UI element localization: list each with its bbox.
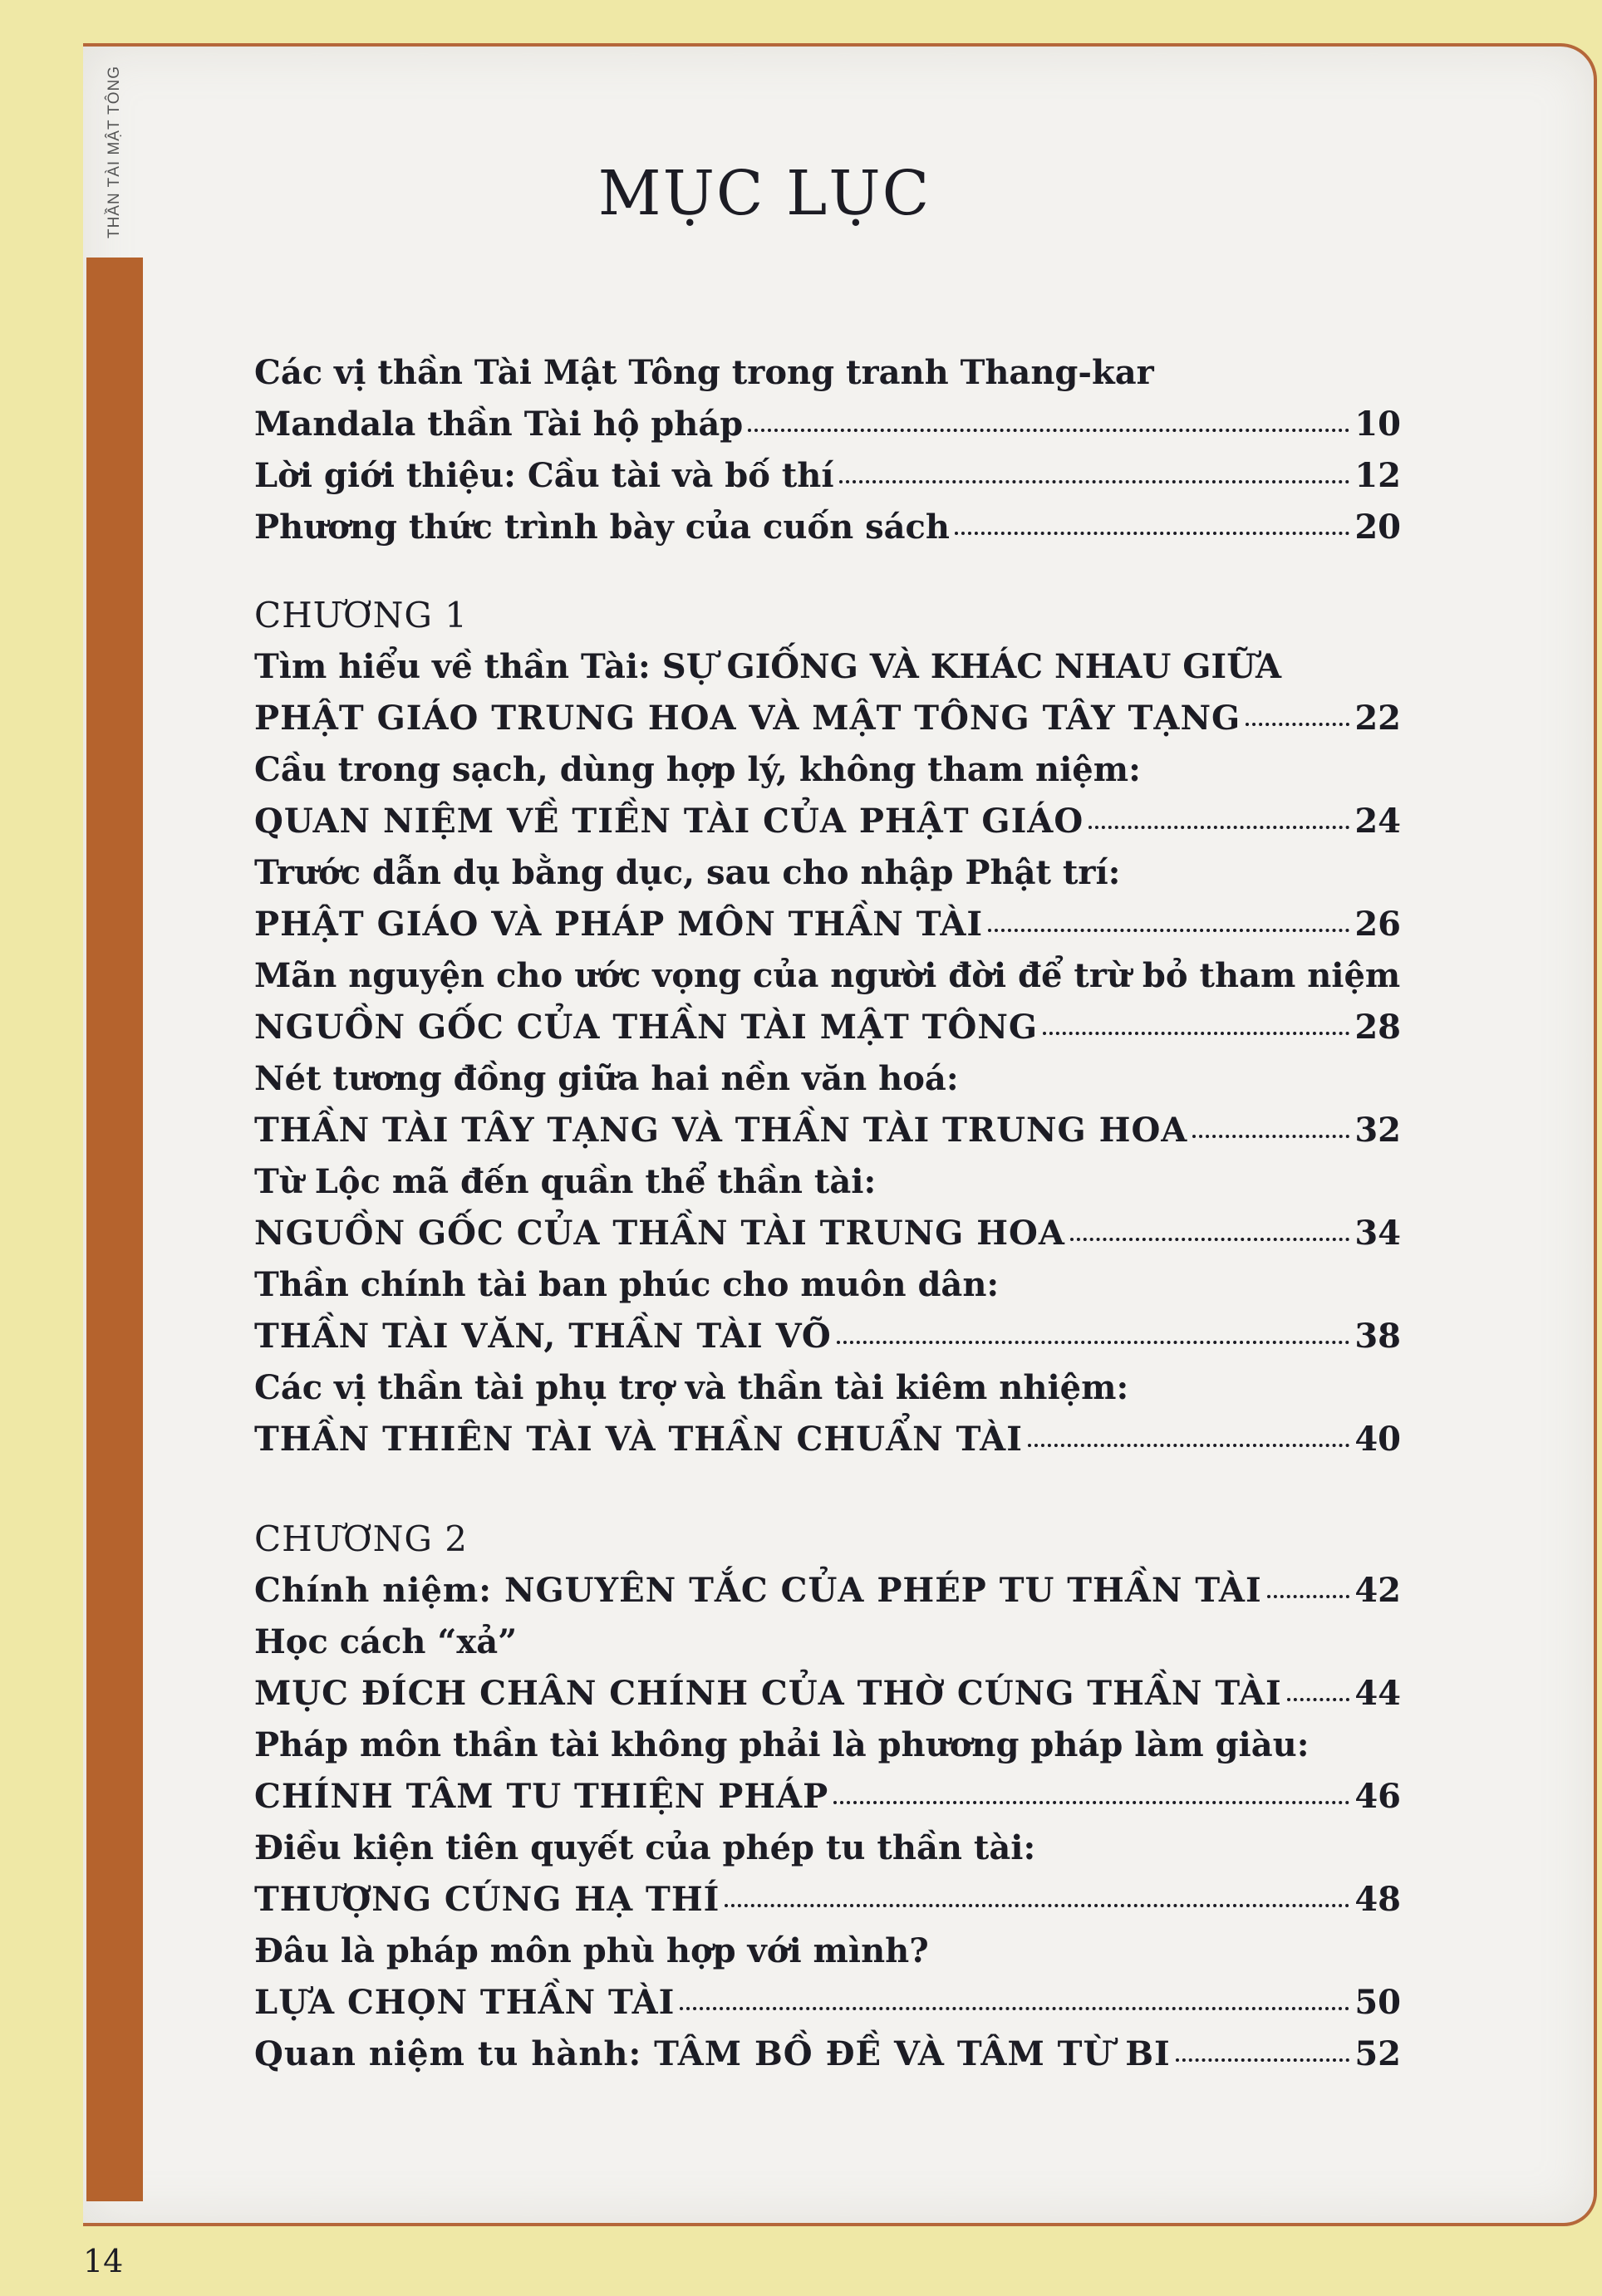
toc-item-title: Điều kiện tiên quyết của phép tu thần tài: xyxy=(254,1828,1036,1867)
toc-entry-text: NGUỒN GỐC CỦA THẦN TÀI TRUNG HOA xyxy=(254,1214,1065,1253)
toc-page-number: 34 xyxy=(1354,1214,1401,1253)
toc-entry[interactable] xyxy=(254,2029,1401,2080)
dot-leader xyxy=(988,929,1349,932)
dot-leader xyxy=(1192,1135,1349,1138)
toc-entry-text: THƯỢNG CÚNG HẠ THÍ xyxy=(254,1880,720,1919)
toc-entry[interactable] xyxy=(254,1771,1401,1823)
toc-entry[interactable] xyxy=(254,399,1401,450)
toc-entry-text: LỰA CHỌN THẦN TÀI xyxy=(254,1983,676,2022)
toc-entry[interactable] xyxy=(254,1002,1401,1053)
toc-entry[interactable] xyxy=(254,1208,1401,1259)
toc-item-title: Từ Lộc mã đến quần thể thần tài: xyxy=(254,1162,877,1201)
toc-item-title: Tìm hiểu về thần Tài: SỰ GIỐNG VÀ KHÁC NHAU GIỮA xyxy=(254,647,1282,686)
dot-leader xyxy=(955,532,1349,535)
dot-leader xyxy=(1246,723,1349,726)
toc-entry-text: THẦN THIÊN TÀI VÀ THẦN CHUẨN TÀI xyxy=(254,1420,1023,1459)
toc-page-number: 32 xyxy=(1354,1111,1401,1150)
toc-page-number: 42 xyxy=(1354,1571,1401,1610)
page-number: 14 xyxy=(83,2243,124,2279)
toc-page-number: 50 xyxy=(1354,1983,1401,2022)
toc-page-number: 26 xyxy=(1354,905,1401,944)
toc-page-number: 52 xyxy=(1354,2034,1401,2073)
toc-entry-text: Phương thức trình bày của cuốn sách xyxy=(254,508,950,547)
toc-page-number: 10 xyxy=(1354,405,1401,444)
toc-entry-text: CHÍNH TÂM TU THIỆN PHÁP xyxy=(254,1777,829,1816)
dot-leader xyxy=(1267,1595,1350,1598)
table-of-contents xyxy=(254,347,1401,2080)
toc-entry-text: THẦN TÀI VĂN, THẦN TÀI VÕ xyxy=(254,1317,832,1356)
toc-entry[interactable] xyxy=(254,1311,1401,1362)
dot-leader xyxy=(833,1801,1349,1804)
toc-entry[interactable] xyxy=(254,502,1401,553)
toc-page-number: 40 xyxy=(1354,1420,1401,1459)
toc-entry-text: MỤC ĐÍCH CHÂN CHÍNH CỦA THỜ CÚNG THẦN TÀI xyxy=(254,1674,1282,1713)
toc-item-title: Học cách “xả” xyxy=(254,1622,518,1661)
toc-entry[interactable] xyxy=(254,1565,1401,1617)
toc-entry[interactable] xyxy=(254,796,1401,847)
chapter-2-heading: CHƯƠNG 2 xyxy=(254,1518,468,1559)
toc-entry-text: THẦN TÀI TÂY TẠNG VÀ THẦN TÀI TRUNG HOA xyxy=(254,1111,1188,1150)
chapter-1-heading: CHƯƠNG 1 xyxy=(254,595,468,635)
toc-entry-text: Chính niệm: NGUYÊN TẮC CỦA PHÉP TU THẦN TÀI xyxy=(254,1571,1262,1610)
toc-item-title: Đâu là pháp môn phù hợp với mình? xyxy=(254,1931,929,1970)
toc-entry[interactable] xyxy=(254,1668,1401,1720)
toc-page-number: 22 xyxy=(1354,699,1401,738)
toc-item-title: Trước dẫn dụ bằng dục, sau cho nhập Phật trí: xyxy=(254,853,1121,892)
toc-item-title: Nét tương đồng giữa hai nền văn hoá: xyxy=(254,1059,959,1098)
toc-page-number: 24 xyxy=(1354,802,1401,841)
toc-page-number: 12 xyxy=(1354,456,1401,495)
toc-entry[interactable] xyxy=(254,450,1401,502)
dot-leader xyxy=(837,1341,1350,1344)
toc-entry[interactable] xyxy=(254,1874,1401,1926)
dot-leader xyxy=(839,480,1350,483)
toc-page-number: 48 xyxy=(1354,1880,1401,1919)
toc-entry[interactable] xyxy=(254,693,1401,744)
toc-entry-text: PHẬT GIÁO VÀ PHÁP MÔN THẦN TÀI xyxy=(254,905,984,944)
dot-leader xyxy=(1028,1444,1349,1447)
toc-entry[interactable] xyxy=(254,899,1401,950)
toc-page-number: 44 xyxy=(1354,1674,1401,1713)
toc-page-number: 28 xyxy=(1354,1008,1401,1047)
dot-leader xyxy=(1043,1032,1349,1035)
toc-page-number: 20 xyxy=(1354,508,1401,547)
dot-leader xyxy=(748,429,1349,432)
toc-entry-text: QUAN NIỆM VỀ TIỀN TÀI CỦA PHẬT GIÁO xyxy=(254,802,1084,841)
dot-leader xyxy=(725,1904,1349,1907)
dot-leader xyxy=(1176,2058,1350,2062)
running-header: THẦN TÀI MẬT TÔNG xyxy=(106,65,123,239)
toc-entry-text: Lời giới thiệu: Cầu tài và bố thí xyxy=(254,456,834,495)
toc-entry[interactable] xyxy=(254,1414,1401,1465)
toc-entry[interactable] xyxy=(254,1105,1401,1156)
toc-item-title: Thần chính tài ban phúc cho muôn dân: xyxy=(254,1265,1000,1304)
toc-entry[interactable] xyxy=(254,1977,1401,2029)
dot-leader xyxy=(1088,826,1349,829)
dot-leader xyxy=(1070,1238,1349,1241)
toc-item-title: Các vị thần Tài Mật Tông trong tranh Thang-kar xyxy=(254,353,1154,392)
toc-page-number: 38 xyxy=(1354,1317,1401,1356)
toc-entry-text: PHẬT GIÁO TRUNG HOA VÀ MẬT TÔNG TÂY TẠNG xyxy=(254,699,1241,738)
toc-item-title: Các vị thần tài phụ trợ và thần tài kiêm nhiệm: xyxy=(254,1368,1129,1407)
toc-item-title: Cầu trong sạch, dùng hợp lý, không tham niệm: xyxy=(254,750,1141,789)
toc-item-title: Mãn nguyện cho ước vọng của người đời để trừ bỏ tham niệm xyxy=(254,956,1401,995)
dot-leader xyxy=(1287,1698,1350,1701)
toc-entry-text: NGUỒN GỐC CỦA THẦN TÀI MẬT TÔNG xyxy=(254,1008,1039,1047)
dot-leader xyxy=(680,2007,1349,2010)
page-title: MỤC LỤC xyxy=(597,158,931,229)
toc-entry-text: Mandala thần Tài hộ pháp xyxy=(254,405,744,444)
side-color-strip xyxy=(86,258,143,2201)
toc-entry-text: Quan niệm tu hành: TÂM BỒ ĐỀ VÀ TÂM TỪ BI xyxy=(254,2034,1171,2073)
toc-page-number: 46 xyxy=(1354,1777,1401,1816)
toc-item-title: Pháp môn thần tài không phải là phương pháp làm giàu: xyxy=(254,1725,1310,1764)
